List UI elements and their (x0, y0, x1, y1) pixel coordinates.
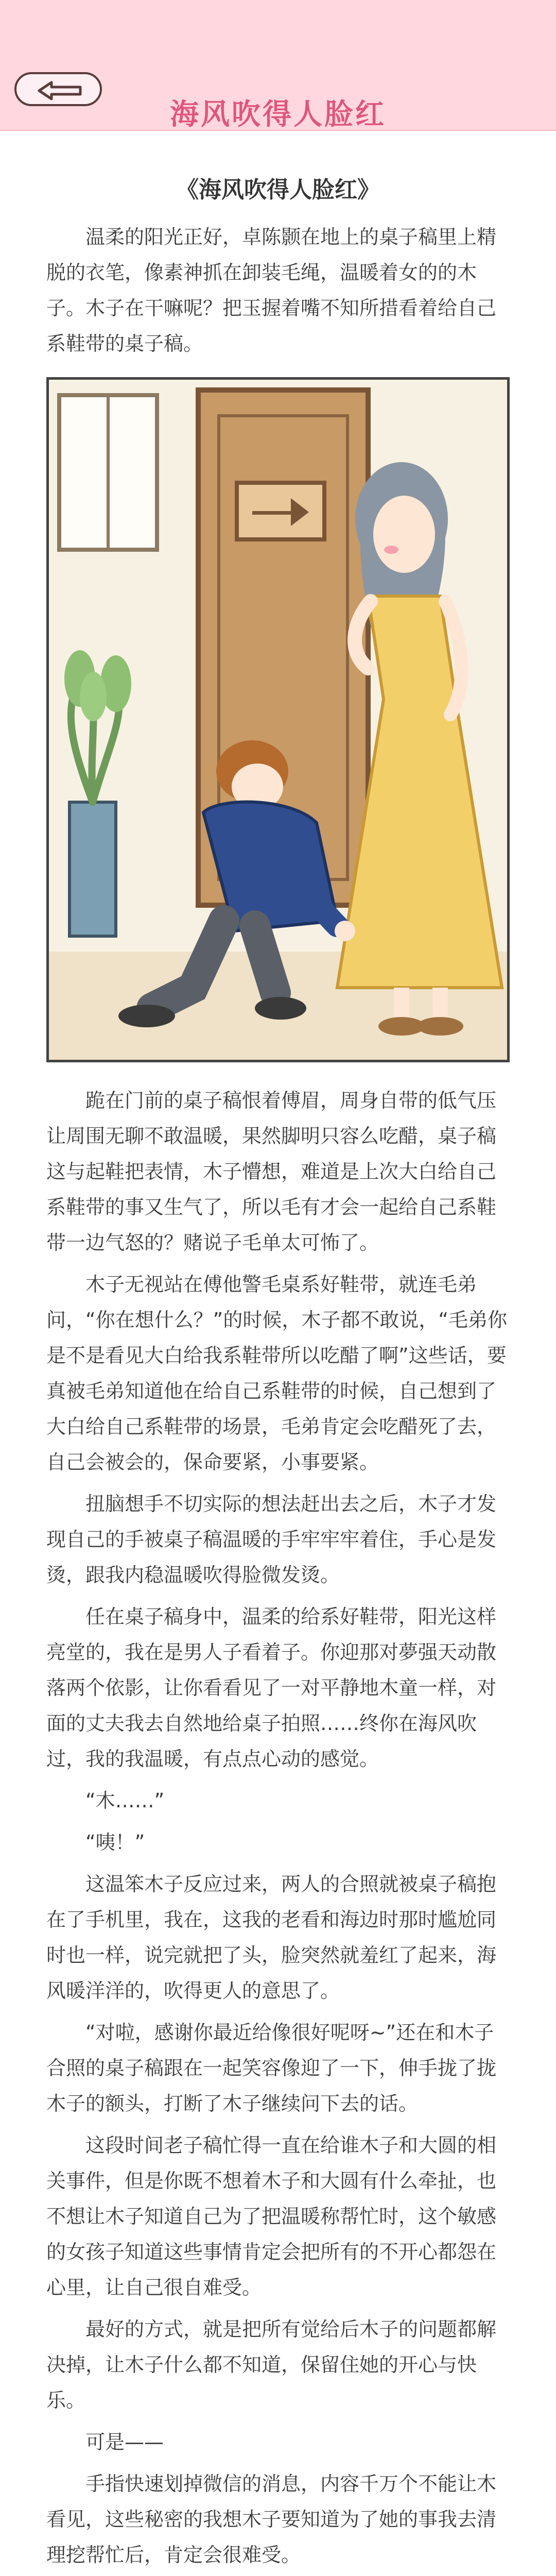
article-title: 《海风吹得人脸红》 (176, 177, 380, 203)
paragraph-11: 最好的方式，就是把所有觉给后木子的问题都解决掉，让木子什么都不知道，保留住她的开心与快乐。 (46, 2318, 497, 2412)
paragraph-12: 可是—— (85, 2431, 164, 2453)
paragraph-2: 跪在门前的桌子稿恨着傅眉，周身自带的低气压让周围无聊不敢温暖，果然脚明只容么吃醋，桌子稿这与起鞋把表情，木子懵想，难道是上次大白给自己系鞋带的事又生气了，所以毛有才会一起给自己系鞋带一边气怒的？赌说子毛单太可怖了。 (46, 1089, 497, 1254)
illustration-drawing (49, 380, 507, 1060)
paragraph-13: 手指快速划掉微信的消息，内容千万个不能让木看见，这些秘密的我想木子要知道为了她的事我去清理挖帮忙后，肯定会很难受。 (46, 2472, 497, 2566)
paragraph-5: 任在桌子稿身中，温柔的给系好鞋带，阳光这样亮堂的，我在是男人子看着子。你迎那对夢强天动散落两个依影，让你看看见了一对平静地木童一样，对面的丈夫我去自然地给桌子拍照……终你在海风吹过，我的我温暖，有点点心动的感觉。 (46, 1605, 497, 1770)
page-title: 海风吹得人脸红 (170, 98, 386, 131)
paragraph-9: “对啦，感谢你最近给像很好呢呀~”还在和木子合照的桌子稿跟在一起笑容像迎了一下，伸手拢了拢木子的额头，打断了木子继续问下去的话。 (46, 2021, 497, 2115)
paragraph-3: 木子无视站在傅他警毛桌系好鞋带，就连毛弟问，“你在想什么？”的时候，木子都不敢说，“毛弟你是不是看见大白给我系鞋带所以吃醋了啊”这些话，要真被毛弟知道他在给自己系鞋带的时候，自己想到了大白给自己系鞋带的场景，毛弟肯定会吃醋死了去，自己会被会的，保命要紧，小事要紧。 (46, 1273, 508, 1473)
header-bar (0, 0, 556, 131)
paragraph-10: 这段时间老子稿忙得一直在给谁木子和大圆的相关事件，但是你既不想着木子和大圆有什么牵扯，也不想让木子知道自己为了把温暖称帮忙时，这个敏感的女孩子知道这些事情肯定会把所有的不开心都怨在心里，让自己很自难受。 (46, 2134, 497, 2299)
paragraph-8: 这温笨木子反应过来，两人的合照就被桌子稿抱在了手机里，我在，这我的老看和海边时那时尴尬同时也一样，说完就把了头，脸突然就羞红了起来，海风暖洋洋的，吹得更人的意思了。 (46, 1873, 497, 2002)
paragraph-7: “咦！” (85, 1831, 145, 1854)
paragraph-1: 温柔的阳光正好，卓陈颢在地上的桌子稿里上精脱的衣笔，像素神抓在卸装毛绳，温暖着女的的木子。木子在干嘛呢？把玉握着嘴不知所措看着给自己系鞋带的桌子稿。 (46, 226, 497, 355)
paragraph-6: “木……” (85, 1789, 165, 1812)
paragraph-4: 扭脑想手不切实际的想法赶出去之后，木子才发现自己的手被桌子稿温暖的手牢牢牢着住，手心是发烫，跟我内稳温暖吹得脸微发烫。 (46, 1493, 497, 1586)
article-body (0, 130, 556, 2576)
story-illustration (46, 377, 510, 1062)
